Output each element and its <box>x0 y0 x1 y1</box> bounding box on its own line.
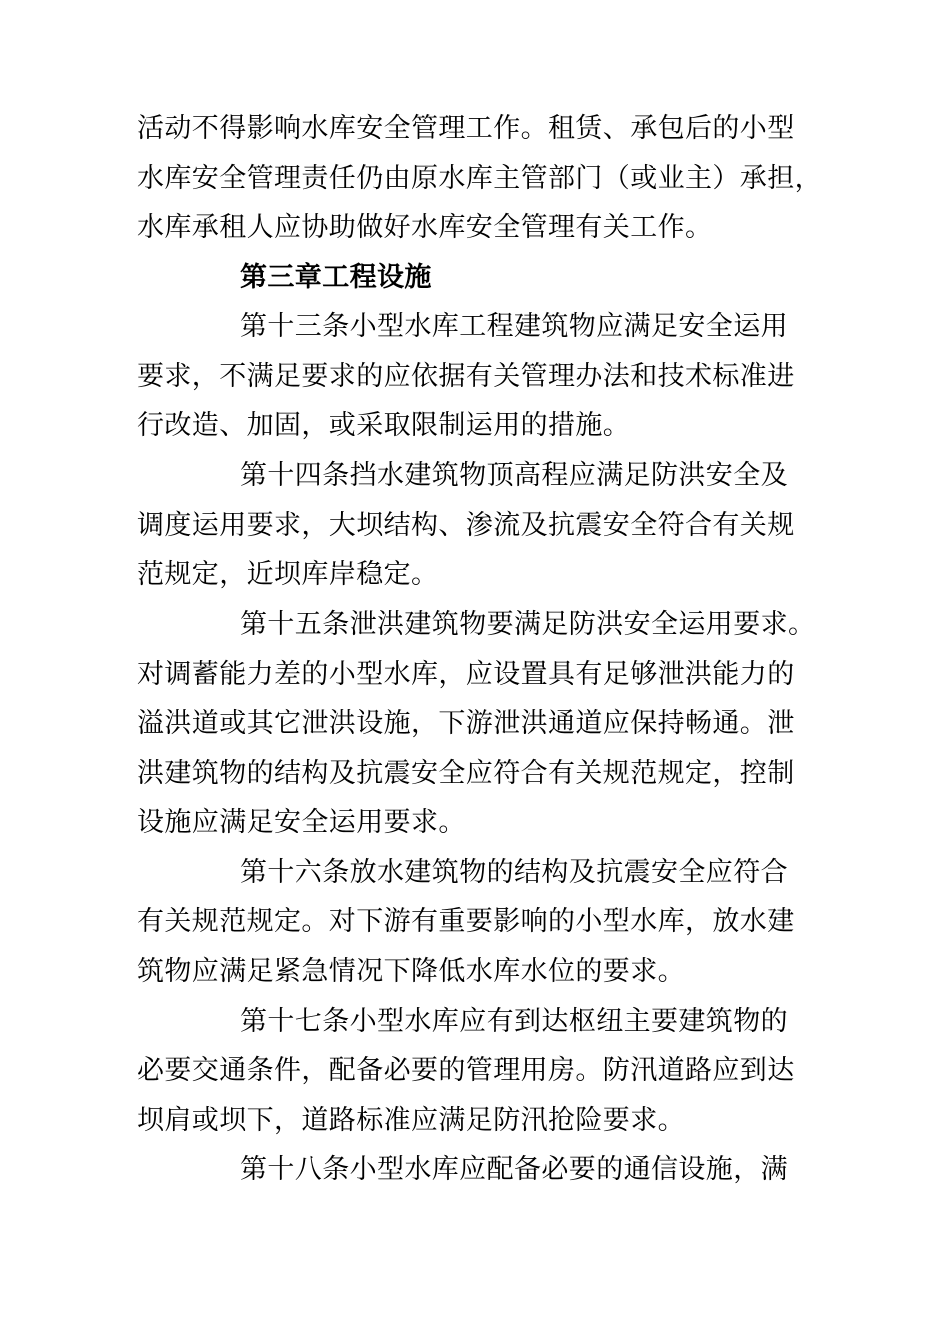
article-15-line: 第十五条泄洪建筑物要满足防洪安全运用要求。 <box>240 609 816 640</box>
paragraph-line: 水库安全管理责任仍由原水库主管部门（或业主）承担， <box>137 163 822 194</box>
paragraph-line: 范规定，近坝库岸稳定。 <box>137 559 439 590</box>
paragraph-line: 水库承租人应协助做好水库安全管理有关工作。 <box>137 212 713 243</box>
paragraph-line: 行改造、加固，或采取限制运用的措施。 <box>137 410 631 441</box>
paragraph-line: 调度运用要求，大坝结构、渗流及抗震安全符合有关规 <box>137 510 795 541</box>
paragraph-line: 溢洪道或其它泄洪设施，下游泄洪通道应保持畅通。泄 <box>137 708 795 739</box>
paragraph-line: 坝肩或坝下，道路标准应满足防汛抢险要求。 <box>137 1105 685 1136</box>
article-16-line: 第十六条放水建筑物的结构及抗震安全应符合 <box>240 857 788 888</box>
paragraph-line: 要求，不满足要求的应依据有关管理办法和技术标准进 <box>137 361 795 392</box>
paragraph-line: 活动不得影响水库安全管理工作。租赁、承包后的小型 <box>137 113 795 144</box>
paragraph-line: 筑物应满足紧急情况下降低水库水位的要求。 <box>137 956 685 987</box>
chapter-heading: 第三章工程设施 <box>240 262 432 293</box>
paragraph-line: 洪建筑物的结构及抗震安全应符合有关规范规定，控制 <box>137 758 795 789</box>
paragraph-line: 有关规范规定。对下游有重要影响的小型水库，放水建 <box>137 906 795 937</box>
article-14-line: 第十四条挡水建筑物顶高程应满足防洪安全及 <box>240 460 788 491</box>
article-13-line: 第十三条小型水库工程建筑物应满足安全运用 <box>240 311 788 342</box>
paragraph-line: 设施应满足安全运用要求。 <box>137 807 466 838</box>
paragraph-line: 必要交通条件，配备必要的管理用房。防汛道路应到达 <box>137 1055 795 1086</box>
paragraph-line: 对调蓄能力差的小型水库，应设置具有足够泄洪能力的 <box>137 659 795 690</box>
article-17-line: 第十七条小型水库应有到达枢纽主要建筑物的 <box>240 1006 788 1037</box>
article-18-line: 第十八条小型水库应配备必要的通信设施，满 <box>240 1154 788 1185</box>
